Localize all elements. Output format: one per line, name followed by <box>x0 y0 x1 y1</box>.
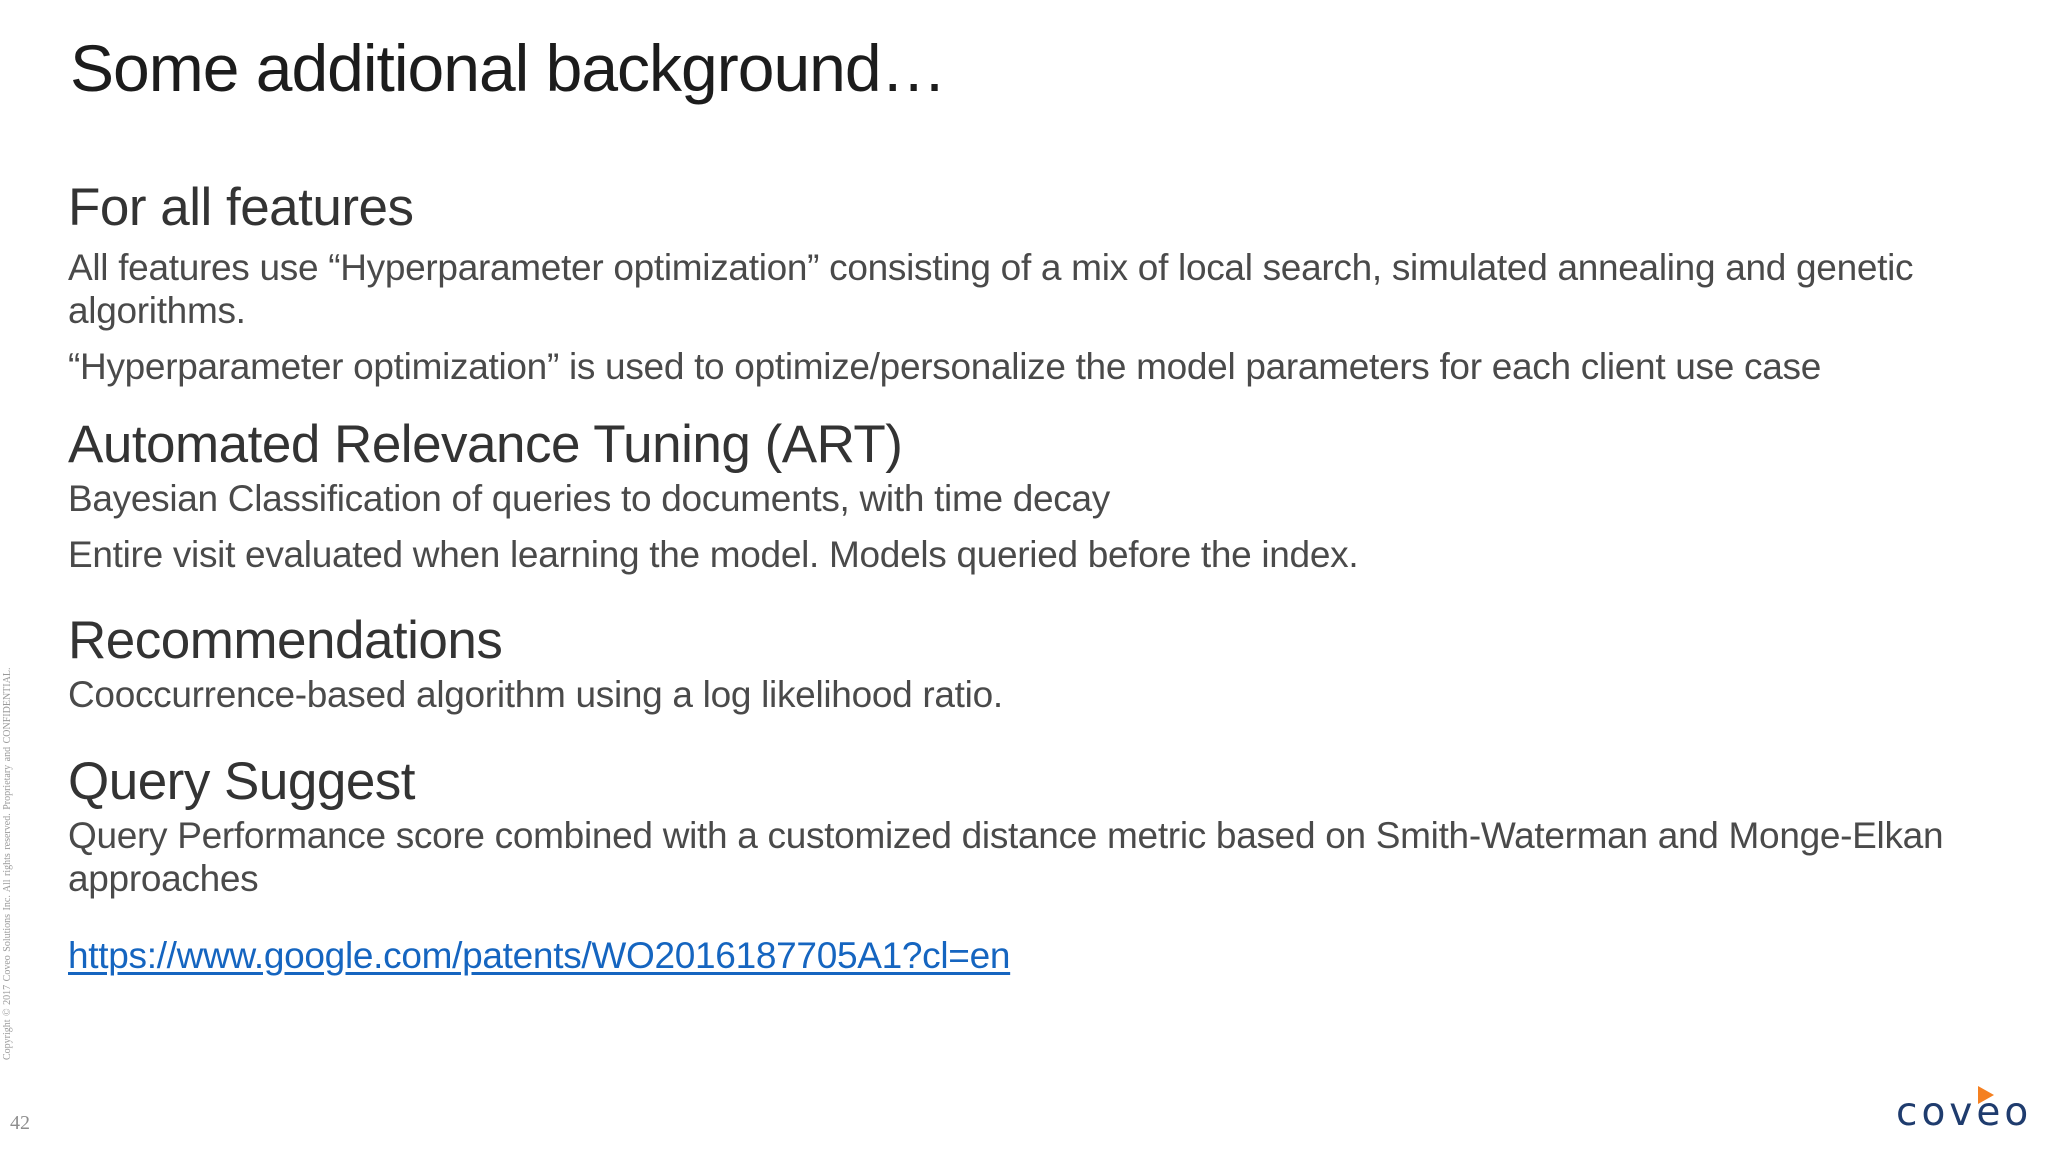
section-paragraph: All features use “Hyperparameter optimization” consisting of a mix of local search, simulated annealing and genetic algorithms. <box>68 247 1914 331</box>
patent-link[interactable]: https://www.google.com/patents/WO2016187705A1?cl=en <box>68 935 1011 976</box>
copyright-notice: Copyright © 2017 Coveo Solutions Inc. All rights reserved. Proprietary and CONFIDENTIAL. <box>2 667 13 1060</box>
logo-text: coveo <box>1896 1090 2033 1135</box>
slide-content <box>68 176 2018 977</box>
section-paragraph: “Hyperparameter optimization” is used to optimize/personalize the model parameters for each client use case <box>68 346 1821 387</box>
section-query-suggest <box>68 750 2018 900</box>
section-heading: Recommendations <box>68 611 503 670</box>
section-for-all-features <box>68 176 2018 388</box>
section-paragraph: Bayesian Classification of queries to documents, with time decay <box>68 478 1110 519</box>
section-recommendations <box>68 609 2018 716</box>
section-paragraph: Entire visit evaluated when learning the model. Models queried before the index. <box>68 534 1359 575</box>
section-heading: Automated Relevance Tuning (ART) <box>68 415 903 474</box>
section-heading: For all features <box>68 178 414 237</box>
coveo-logo <box>1896 1086 2036 1136</box>
slide-title: Some additional background… <box>70 31 946 105</box>
section-paragraph: Cooccurrence-based algorithm using a log likelihood ratio. <box>68 674 1003 715</box>
section-paragraph: Query Performance score combined with a customized distance metric based on Smith-Waterman and Monge-Elkan approaches <box>68 815 1944 899</box>
section-automated-relevance-tuning <box>68 413 2018 576</box>
page-number: 42 <box>10 1112 30 1134</box>
section-heading: Query Suggest <box>68 752 416 811</box>
